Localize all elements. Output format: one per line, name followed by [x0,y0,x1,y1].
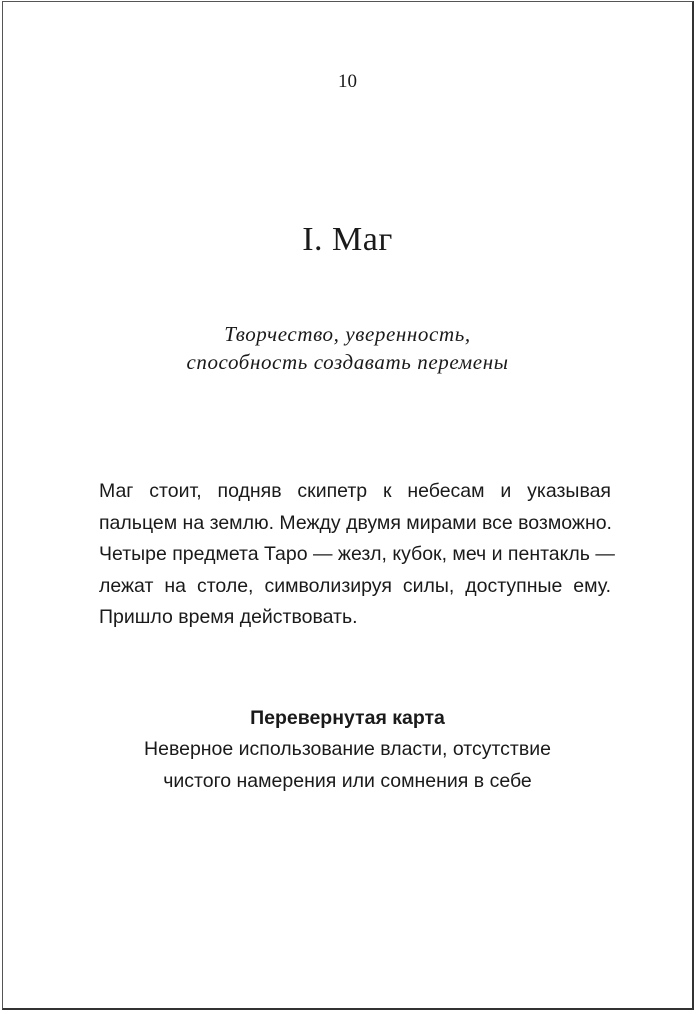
book-page [2,1,694,1010]
reversed-card-line: Неверное использование власти, отсутствие [144,738,551,760]
reversed-card-section [3,703,692,797]
keywords-line: способность создавать перемены [186,350,509,374]
description-line: Четыре предмета Таро — жезл, кубок, меч и пентакль — [99,543,615,565]
description-line: Пришло время действовать. [99,606,358,628]
page-number: 10 [338,71,357,92]
card-description [99,476,615,634]
description-line: лежат на столе, символизируя силы, доступные ему. [99,574,611,597]
description-line: пальцем на землю. Между двумя мирами все возможно. [99,511,612,534]
reversed-card-heading: Перевернутая карта [250,707,445,729]
keywords-line: Творчество, уверенность, [224,322,471,346]
chapter-title: I. Маг [302,221,393,258]
reversed-card-line: чистого намерения или сомнения в себе [163,770,532,792]
card-keywords [3,320,692,376]
description-line: Маг стоит, подняв скипетр к небесам и указывая [99,480,611,502]
